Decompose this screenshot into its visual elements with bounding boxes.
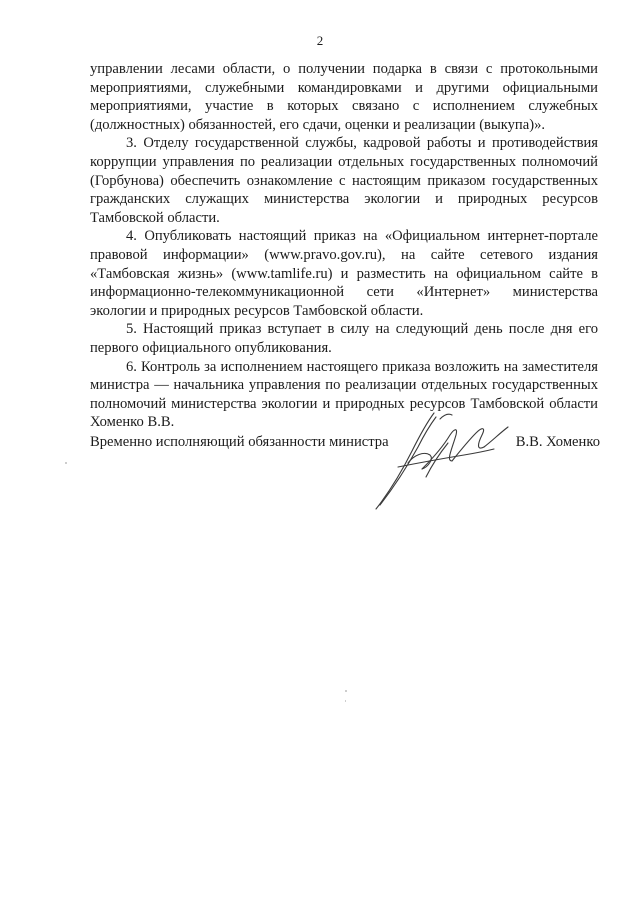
paragraph-item-6: 6. Контроль за исполнением настоящего приказа возложить на заместителя министра — начальника управления по реализации отдельных государственных полномочий министерства экологии и природных ресурсов Тамбовской области Хоменко В.В. <box>90 358 598 431</box>
signatory-title: Временно исполняющий обязанности министра <box>90 434 389 450</box>
page-number: 2 <box>316 33 324 48</box>
handwritten-signature <box>368 405 518 515</box>
scan-speck <box>65 462 67 464</box>
paragraph-item-3: 3. Отделу государственной службы, кадровой работы и противодействия коррупции управления по реализации отдельных государственных полномочий (Горбунова) обеспечить ознакомление с настоящим приказом государственных гражданских служащих министерства экологии и природных ресурсов Тамбовской области. <box>90 135 598 226</box>
paragraph-item-5: 5. Настоящий приказ вступает в силу на следующий день после дня его первого официального опубликования. <box>90 321 598 356</box>
document-body <box>90 60 598 432</box>
signature-block <box>90 433 600 513</box>
signatory-name: В.В. Хоменко <box>515 434 600 450</box>
scan-speck <box>345 700 346 702</box>
paragraph-continuation: управлении лесами области, о получении подарка в связи с протокольными мероприятиями, служебными командировками и другими официальными мероприятиями, участие в которых связано с исполнением служебных (должностных) обязанностей, его сдачи, оценки и реализации (выкупа)». <box>90 61 598 133</box>
scan-speck <box>345 690 347 692</box>
paragraph-item-4: 4. Опубликовать настоящий приказ на «Официальном интернет-портале правовой информации» (www.pravo.gov.ru), на сайте сетевого издания «Тамбовская жизнь» (www.tamlife.ru) и разместить на официальном сайте в информационно-телекоммуникационной сети «Интернет» министерства экологии и природных ресурсов Тамбовской области. <box>90 228 598 319</box>
